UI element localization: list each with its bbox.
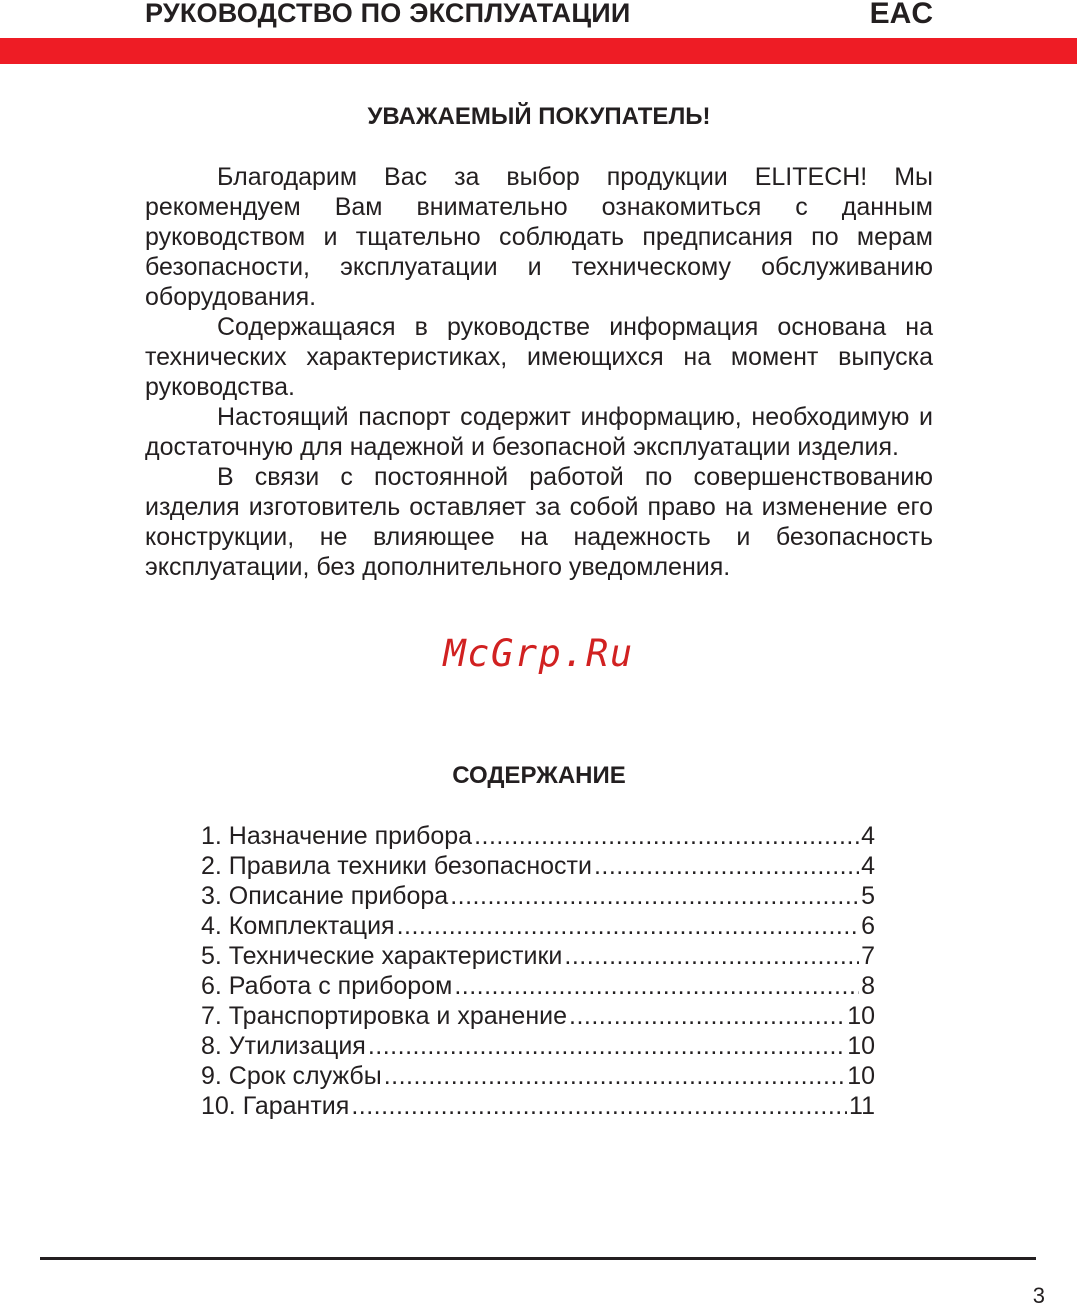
intro-paragraph: Содержащаяся в руководстве информация основана на технических характеристиках, имеющихся на момент выпуска руководства. <box>145 313 933 401</box>
toc-dot-leader <box>397 911 860 941</box>
page-number: 3 <box>1032 1283 1045 1308</box>
intro-paragraph: Благодарим Вас за выбор продукции ELITECH! Мы рекомендуем Вам внимательно ознакомиться с данным руководством и тщательно соблюдать предписания по мерам безопасности, эксплуатации и техническому обслуживанию оборудования. <box>145 163 933 311</box>
toc-item-page: 7 <box>861 942 875 970</box>
toc-item-page: 8 <box>861 972 875 1000</box>
toc-dot-leader <box>368 1031 845 1061</box>
toc-dot-leader <box>351 1091 847 1121</box>
toc-dot-leader <box>450 881 859 911</box>
toc-item-label: 10. Гарантия <box>201 1092 350 1120</box>
toc-dot-leader <box>474 821 859 851</box>
toc-item-label: 5. Технические характеристики <box>201 942 563 970</box>
toc-item-label: 3. Описание прибора <box>201 882 449 910</box>
toc-item[interactable] <box>201 1091 875 1121</box>
toc-dot-leader <box>569 1001 845 1031</box>
toc-item-page: 4 <box>861 822 875 850</box>
toc-dot-leader <box>564 941 859 971</box>
toc-item[interactable] <box>201 1061 875 1091</box>
intro-paragraph: В связи с постоянной работой по совершенствованию изделия изготовитель оставляет за собой право на изменение его конструкции, не влияющее на надежность и безопасность эксплуатации, без дополнительного уведомления. <box>145 463 933 581</box>
intro-text <box>145 162 933 582</box>
toc-item-page: 10 <box>847 1062 875 1090</box>
toc-item[interactable] <box>201 851 875 881</box>
toc-dot-leader <box>594 851 859 881</box>
toc-item-page: 5 <box>861 882 875 910</box>
intro-paragraph: Настоящий паспорт содержит информацию, необходимую и достаточную для надежной и безопасной эксплуатации изделия. <box>145 403 933 461</box>
table-of-contents <box>201 821 875 1121</box>
toc-item[interactable] <box>201 1031 875 1061</box>
toc-dot-leader <box>454 971 859 1001</box>
toc-item-page: 10 <box>847 1032 875 1060</box>
eac-mark: EAC <box>869 0 933 30</box>
toc-title: СОДЕРЖАНИЕ <box>452 762 626 789</box>
toc-item-page: 11 <box>849 1092 875 1120</box>
toc-item-label: 4. Комплектация <box>201 912 395 940</box>
header-title: РУКОВОДСТВО ПО ЭКСПЛУАТАЦИИ <box>145 0 631 28</box>
greeting-heading: УВАЖАЕМЫЙ ПОКУПАТЕЛЬ! <box>367 103 711 130</box>
toc-item-page: 4 <box>861 852 875 880</box>
toc-item-label: 6. Работа с прибором <box>201 972 453 1000</box>
toc-item[interactable] <box>201 821 875 851</box>
toc-dot-leader <box>384 1061 845 1091</box>
toc-item-label: 9. Срок службы <box>201 1062 382 1090</box>
toc-item-label: 7. Транспортировка и хранение <box>201 1002 568 1030</box>
toc-item-label: 8. Утилизация <box>201 1032 366 1060</box>
toc-item-page: 6 <box>861 912 875 940</box>
toc-item[interactable] <box>201 881 875 911</box>
toc-item[interactable] <box>201 971 875 1001</box>
toc-item-label: 1. Назначение прибора <box>201 822 473 850</box>
header-red-band <box>0 38 1077 64</box>
toc-item-label: 2. Правила техники безопасности <box>201 852 592 880</box>
toc-item[interactable] <box>201 911 875 941</box>
toc-item[interactable] <box>201 1001 875 1031</box>
footer-rule <box>40 1257 1036 1260</box>
watermark: McGrp.Ru <box>443 632 634 675</box>
toc-item-page: 10 <box>847 1002 875 1030</box>
toc-item[interactable] <box>201 941 875 971</box>
